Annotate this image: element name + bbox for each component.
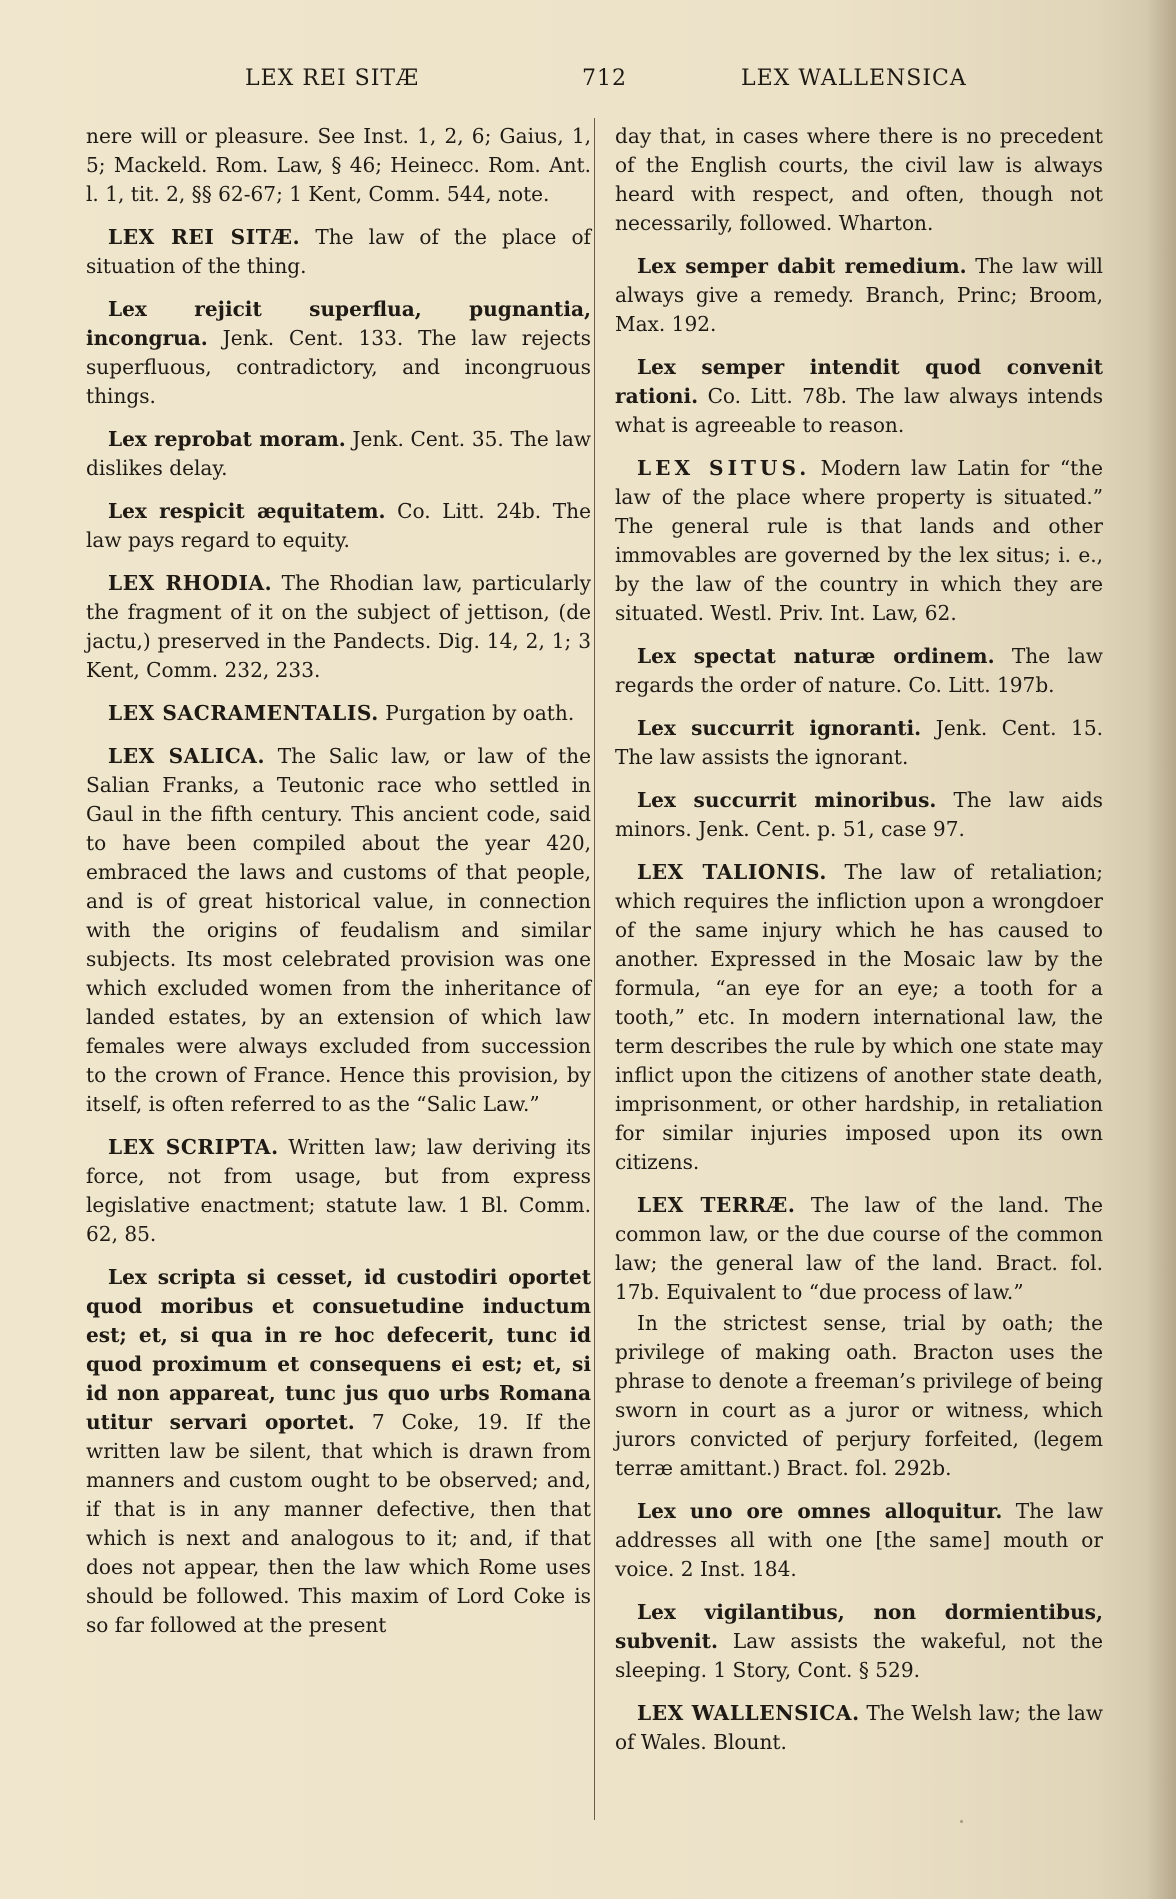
entry-headword: Lex respicit æquitatem. <box>108 499 386 523</box>
entry-headword: LEX SCRIPTA. <box>108 1135 279 1159</box>
column-divider <box>594 118 595 1820</box>
entry-headword: Lex succurrit ignoranti. <box>637 716 922 740</box>
entry-body: The Welsh law; the law of Wales. Blount. <box>615 1701 1103 1754</box>
entry-headword: Lex succurrit minoribus. <box>637 788 937 812</box>
entry-lex-talionis <box>615 858 1103 1177</box>
entry-headword: Lex reprobat moram. <box>108 427 346 451</box>
entry-body: Purgation by oath. <box>385 701 575 725</box>
entry-lex-semper-dabit <box>615 252 1103 339</box>
entry-lex-salica <box>86 742 591 1119</box>
entry-headword: LEX WALLENSICA. <box>637 1701 860 1725</box>
entry-body: 7 Coke, 19. If the written law be silent, that which is drawn from manners and custom ought to be observed; and, if that is in any manner defective, then that which is next and analogous to it; and, if that does not appear, then the law which Rome uses should be followed. This maxim of Lord Coke is so far followed at the present <box>86 1410 592 1637</box>
entry-body: Jenk. Cent. 15. The law assists the ignorant. <box>615 716 1103 769</box>
entry-body: The law will always give a remedy. Branch, Princ; Broom, Max. 192. <box>615 254 1103 336</box>
entry-lex-succurrit-minoribus <box>615 786 1103 844</box>
entry-lex-rejicit <box>86 295 591 411</box>
entry-body: The law of the land. The common law, or the due course of the common law; the general law of the land. Bract. fol. 17b. Equivalent to “due process of law.” <box>615 1193 1103 1304</box>
entry-body: In the strictest sense, trial by oath; the privilege of making oath. Bracton uses the phrase to denote a freeman’s privilege of being sworn in court as a juror or witness, which jurors convicted of perjury forfeited, (legem terræ amittant.) Bract. fol. 292b. <box>615 1311 1103 1480</box>
entry-body: The law aids minors. Jenk. Cent. p. 51, case 97. <box>615 788 1103 841</box>
entry-headword: Lex semper dabit remedium. <box>637 254 967 278</box>
right-column <box>615 122 1103 1771</box>
entry-headword: Lex scripta si cesset, id custodiri oportet quod moribus et consuetudine inductum est; et, si qua in re hoc defecerit, tunc id quod proximum et consequens ei est; et, si id non appareat, tunc jus quo urbs Romana utitur servari oportet. <box>86 1265 591 1434</box>
entry-headword: LEX SALICA. <box>108 744 266 768</box>
entry-lex-spectat <box>615 642 1103 700</box>
left-column <box>86 122 591 1654</box>
entry-body: Law assists the wakeful, not the sleeping. 1 Story, Cont. § 529. <box>615 1629 1103 1682</box>
entry-body: Co. Litt. 78b. The law always intends what is agreeable to reason. <box>615 384 1104 437</box>
entry-lex-scripta-si-cesset <box>86 1263 591 1640</box>
header-right-guide-word: LEX WALLENSICA <box>741 66 967 91</box>
entry-headword: Lex spectat naturæ ordinem. <box>637 644 995 668</box>
entry-lex-sacramentalis <box>86 699 591 728</box>
entry-headword: LEX SACRAMENTALIS. <box>108 701 379 725</box>
entry-headword: Lex vigilantibus, non dormientibus, subvenit. <box>615 1600 1103 1653</box>
entry-body: day that, in cases where there is no precedent of the English courts, the civil law is always heard with respect, and often, though not necessarily, followed. Wharton. <box>615 124 1103 235</box>
entry-lex-wallensica <box>615 1699 1103 1757</box>
entry-lex-respicit <box>86 497 591 555</box>
entry-lex-reprobat <box>86 425 591 483</box>
entry-lex-vigilantibus <box>615 1598 1103 1685</box>
entry-body: nere will or pleasure. See Inst. 1, 2, 6; Gaius, 1, 5; Mackeld. Rom. Law, § 46; Heinecc. Rom. Ant. l. 1, tit. 2, §§ 62-67; 1 Kent, Comm. 544, note. <box>86 124 591 206</box>
entry-body: The law addresses all with one [the same] mouth or voice. 2 Inst. 184. <box>615 1499 1104 1581</box>
entry-lex-succurrit-ignoranti <box>615 714 1103 772</box>
entry-lex-rei-sitae <box>86 223 591 281</box>
entry-body: The law of retaliation; which requires the infliction upon a wrongdoer of the same injury which he has caused to another. Expressed in the Mosaic law by the formula, “an eye for an eye; a tooth for a tooth,” etc. In modern international law, the term describes the rule by which one state may inflict upon the citizens of another state death, imprisonment, or other hardship, in retaliation for similar injuries imposed upon its own citizens. <box>615 860 1103 1174</box>
entry-headword: LEX TALIONIS. <box>637 860 827 884</box>
entry-body: The Salic law, or law of the Salian Franks, a Teutonic race who settled in Gaul in the fifth century. This ancient code, said to have been compiled about the year 420, embraced the laws and customs of that people, and is of great historical value, in connection with the origins of feudalism and similar subjects. Its most celebrated provision was one which excluded women from the inheritance of landed estates, by an extension of which law females were always excluded from succession to the crown of France. Hence this provision, by itself, is often referred to as the “Salic Law.” <box>86 744 591 1116</box>
entry-lex-uno-ore <box>615 1497 1103 1584</box>
entry-continuation <box>86 122 591 209</box>
entry-body: Jenk. Cent. 35. The law dislikes delay. <box>86 427 591 480</box>
entry-headword: Lex rejicit superflua, pugnantia, incongrua. <box>86 297 591 350</box>
entry-headword: LEX RHODIA. <box>108 571 273 595</box>
entry-headword: LEX TERRÆ. <box>637 1193 796 1217</box>
running-header <box>85 66 1103 100</box>
entry-body: Jenk. Cent. 133. The law rejects superfluous, contradictory, and incongruous things. <box>86 326 591 408</box>
entry-body: The law of the place of situation of the thing. <box>86 225 591 278</box>
page-number: 712 <box>582 66 627 91</box>
entry-headword: LEX REI SITÆ. <box>108 225 301 249</box>
entry-lex-scripta <box>86 1133 591 1249</box>
entry-lex-terrae <box>615 1191 1103 1307</box>
paper-speck <box>960 1820 963 1823</box>
entry-body: The Rhodian law, particularly the fragment of it on the subject of jettison, (de jactu,) preserved in the Pandects. Dig. 14, 2, 1; 3 Kent, Comm. 232, 233. <box>86 571 592 682</box>
entry-continuation <box>615 122 1103 238</box>
header-left-guide-word: LEX REI SITÆ <box>245 66 420 91</box>
entry-lex-semper-intendit <box>615 353 1103 440</box>
entry-body: Co. Litt. 24b. The law pays regard to equity. <box>86 499 591 552</box>
entry-body: Written law; law deriving its force, not from usage, but from express legislative enactment; statute law. 1 Bl. Comm. 62, 85. <box>86 1135 591 1246</box>
entry-lex-rhodia <box>86 569 591 685</box>
book-spine-shadow <box>1146 0 1176 1899</box>
entry-headword: Lex uno ore omnes alloquitur. <box>637 1499 1003 1523</box>
entry-lex-terrae-second-sense <box>615 1309 1103 1483</box>
entry-lex-situs <box>615 454 1103 628</box>
entry-body: Modern law Latin for “the law of the place where property is situated.” The general rule is that lands and other immovables are governed by the lex situs; i. e., by the law of the country in which they are situated. Westl. Priv. Int. Law, 62. <box>615 456 1103 625</box>
entry-body: The law regards the order of nature. Co. Litt. 197b. <box>615 644 1104 697</box>
entry-headword: Lex semper intendit quod convenit rationi. <box>615 355 1103 408</box>
entry-headword: LEX SITUS. <box>637 456 811 480</box>
